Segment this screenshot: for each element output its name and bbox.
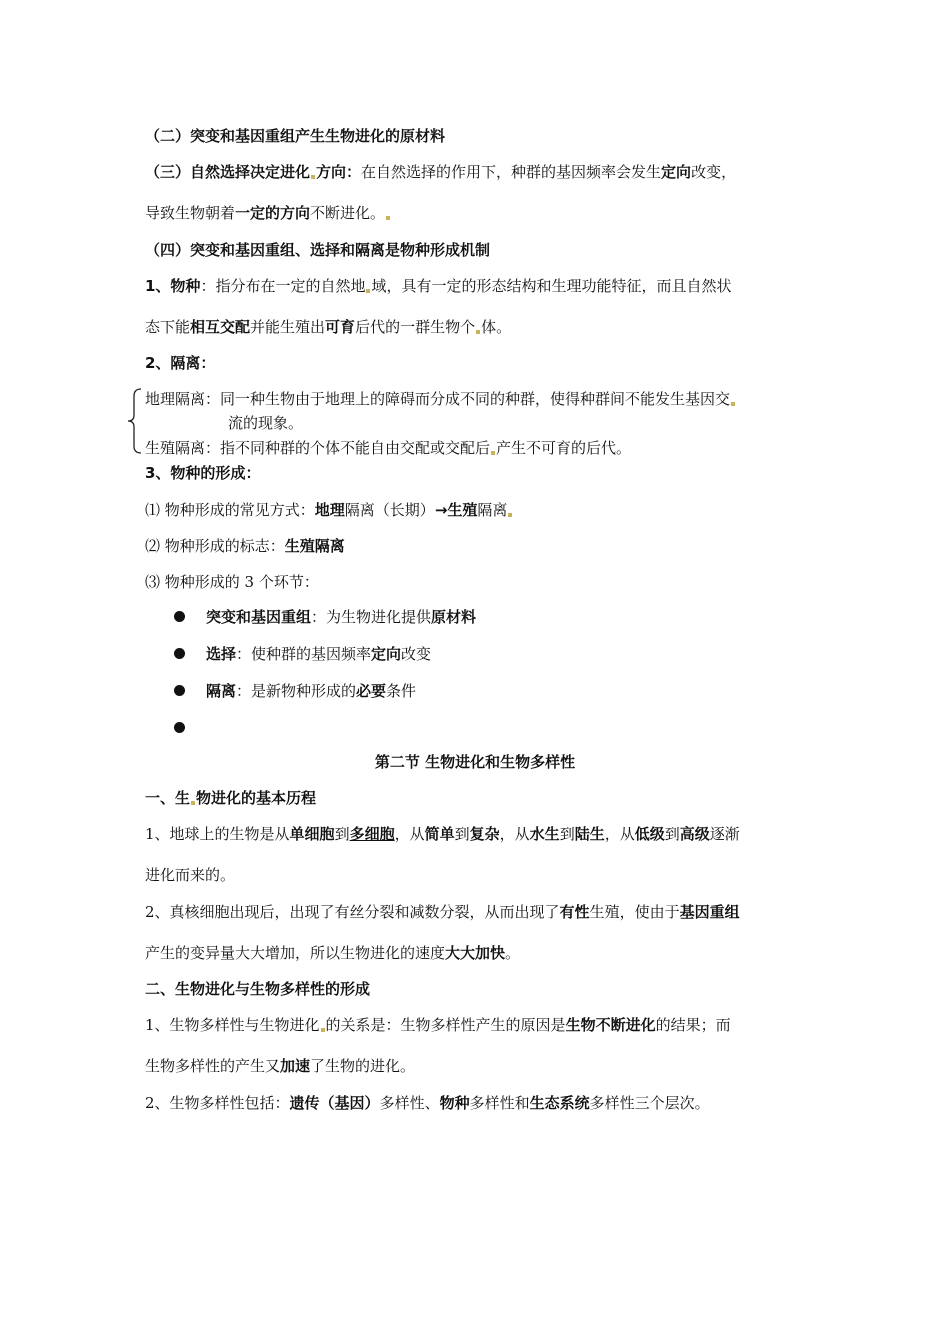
bold-term: 多细胞 <box>349 825 395 843</box>
marker-dot <box>731 402 735 406</box>
text: 到 <box>454 825 470 843</box>
text: 隔离（长期） <box>344 501 435 519</box>
text: 2、生物多样性包括： <box>145 1094 290 1112</box>
part-2-heading: 二、生物进化与生物多样性的形成 <box>145 980 371 998</box>
isolation-heading: 2、隔离： <box>145 354 216 372</box>
marker-dot <box>491 451 495 455</box>
text: 1、生物多样性与生物进化 <box>145 1016 320 1034</box>
text: 地理隔离：同一种生物由于地理上的障碍而分成不同的种群，使得种群间不能发生基因交 <box>145 390 731 408</box>
part-1-para-2-line-2 <box>145 943 520 963</box>
bold-term: 隔离 <box>206 682 237 700</box>
text: 并能生殖出 <box>250 318 326 336</box>
part-2-para-1-line-1 <box>145 1015 731 1035</box>
bold-term: 生殖隔离 <box>284 537 345 555</box>
text: 产生不可育的后代。 <box>496 439 632 457</box>
text: 不断进化。 <box>310 204 386 222</box>
marker-dot <box>321 1028 325 1032</box>
part-1-para-2-line-1 <box>145 902 740 922</box>
bullet-icon <box>174 685 185 696</box>
bullet-item-2 <box>206 644 431 664</box>
formation-line-1 <box>145 500 513 520</box>
part-1-para-1-line-1 <box>145 824 740 844</box>
text: 导致生物朝着 <box>145 204 236 222</box>
text: ⑴ 物种形成的常见方式： <box>145 501 315 519</box>
text: 的结果；而 <box>655 1016 731 1034</box>
bold-term: 地理 <box>314 501 345 519</box>
chapter-2-title: 第二节 生物进化和生物多样性 <box>374 753 576 771</box>
bold-term: 高级 <box>679 825 710 843</box>
marker-dot <box>311 175 315 179</box>
text: 1、地球上的生物是从 <box>145 825 290 843</box>
bold-term: 单细胞 <box>289 825 335 843</box>
text: 体。 <box>481 318 512 336</box>
text: ，从 <box>499 825 530 843</box>
bold-term: 简单 <box>424 825 455 843</box>
marker-dot <box>366 289 370 293</box>
bullet-item-1 <box>206 607 476 627</box>
marker-dot <box>191 801 195 805</box>
text: 域，具有一定的形态结构和生理功能特征，而且自然状 <box>371 277 732 295</box>
bold-term: 生殖 <box>447 501 478 519</box>
text: ，从 <box>394 825 425 843</box>
arrow-icon: → <box>434 501 448 519</box>
bullet-icon <box>174 648 185 659</box>
bold-term: 一定的方向 <box>235 204 311 222</box>
part-1-heading <box>145 788 316 808</box>
text: 逐渐 <box>709 825 740 843</box>
bold-term: 生态系统 <box>529 1094 590 1112</box>
text: 多样性和 <box>469 1094 530 1112</box>
section-3-heading-b: 方向： <box>316 163 362 181</box>
text: 的关系是：生物多样性产生的原因是 <box>325 1016 566 1034</box>
bold-term: 突变和基因重组 <box>206 608 312 626</box>
text: 物进化的基本历程 <box>196 789 317 807</box>
text: 到 <box>334 825 350 843</box>
species-line-2 <box>145 317 511 337</box>
bold-term: 原材料 <box>431 608 477 626</box>
text: 了生物的进化。 <box>310 1057 416 1075</box>
bold-term: 基因重组 <box>679 903 740 921</box>
text: 到 <box>664 825 680 843</box>
text: 。 <box>505 944 521 962</box>
marker-dot <box>386 216 390 220</box>
text: 生殖，使由于 <box>589 903 680 921</box>
geographic-isolation-line-1 <box>145 389 736 409</box>
section-2-heading: （二）突变和基因重组产生生物进化的原材料 <box>145 127 446 145</box>
geographic-isolation-line-2: 流的现象。 <box>228 414 304 432</box>
text: ，从 <box>604 825 635 843</box>
bold-term: 生物不断进化 <box>565 1016 656 1034</box>
marker-dot <box>476 330 480 334</box>
text: ：为生物进化提供 <box>311 608 432 626</box>
text: 在自然选择的作用下，种群的基因频率会发生 <box>361 163 662 181</box>
part-2-para-1-line-2 <box>145 1056 415 1076</box>
text: 到 <box>559 825 575 843</box>
text: 生物多样性的产生又 <box>145 1057 281 1075</box>
text: 一、生 <box>145 789 191 807</box>
species-line-1 <box>145 276 731 296</box>
bold-term: 定向 <box>371 645 402 663</box>
formation-heading: 3、物种的形成： <box>145 464 261 482</box>
part-1-para-1-line-2: 进化而来的。 <box>145 866 236 884</box>
text: 生殖隔离：指不同种群的个体不能自由交配或交配后 <box>145 439 491 457</box>
bullet-item-3 <box>206 681 416 701</box>
text: 态下能 <box>145 318 191 336</box>
text: ：指分布在一定的自然地 <box>200 277 366 295</box>
bold-term: 水生 <box>529 825 560 843</box>
bold-term: 有性 <box>559 903 590 921</box>
bold-term: 陆生 <box>574 825 605 843</box>
text: 多样性三个层次。 <box>589 1094 710 1112</box>
bold-term: 定向 <box>661 163 692 181</box>
text: ：使种群的基因频率 <box>236 645 372 663</box>
text: 改变， <box>691 163 737 181</box>
text: ⑵ 物种形成的标志： <box>145 537 285 555</box>
bold-term: 遗传（基因） <box>289 1094 380 1112</box>
text: 改变 <box>401 645 432 663</box>
part-2-para-2 <box>145 1093 710 1113</box>
section-3-line-2 <box>145 203 391 223</box>
text: 条件 <box>386 682 417 700</box>
text: ：是新物种形成的 <box>236 682 357 700</box>
text: 后代的一群生物个 <box>355 318 476 336</box>
text: 隔离 <box>477 501 508 519</box>
brace-icon <box>127 388 143 454</box>
section-3-heading-a: （三）自然选择决定进化 <box>145 163 311 181</box>
bold-term: 低级 <box>634 825 665 843</box>
formation-line-2 <box>145 536 345 556</box>
bold-term: 大大加快 <box>445 944 506 962</box>
bold-term: 必要 <box>356 682 387 700</box>
section-4-heading: （四）突变和基因重组、选择和隔离是物种形成机制 <box>145 241 491 259</box>
text: 产生的变异量大大增加，所以生物进化的速度 <box>145 944 446 962</box>
reproductive-isolation-line <box>145 438 631 458</box>
bold-term: 加速 <box>280 1057 311 1075</box>
formation-line-3: ⑶ 物种形成的 3 个环节： <box>145 573 319 591</box>
bold-term: 相互交配 <box>190 318 251 336</box>
text: 多样性、 <box>379 1094 440 1112</box>
text: 2、真核细胞出现后，出现了有丝分裂和减数分裂，从而出现了 <box>145 903 560 921</box>
bold-term: 可育 <box>325 318 356 336</box>
section-3-line-1 <box>145 162 736 182</box>
bold-term: 物种 <box>439 1094 470 1112</box>
bold-term: 选择 <box>206 645 237 663</box>
bullet-icon <box>174 722 185 733</box>
marker-dot <box>508 513 512 517</box>
species-heading: 1、物种 <box>145 277 201 295</box>
bold-term: 复杂 <box>469 825 500 843</box>
bullet-icon <box>174 611 185 622</box>
